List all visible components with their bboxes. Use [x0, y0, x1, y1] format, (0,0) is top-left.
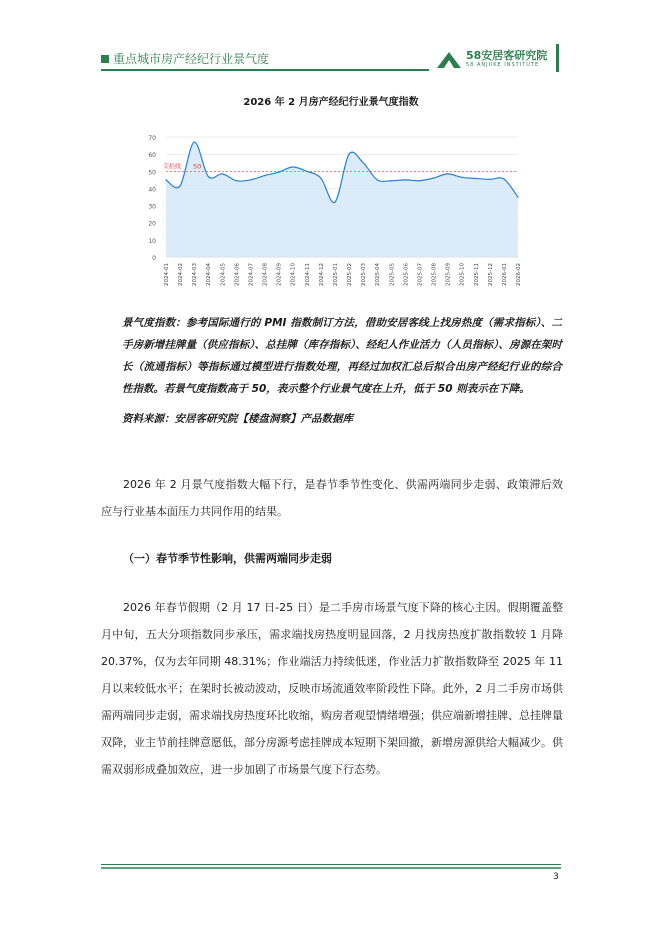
data-point — [179, 185, 180, 186]
source-text: 安居客研究院【楼盘洞察】产品数据库 — [174, 413, 353, 425]
data-point — [264, 175, 265, 176]
source-note — [122, 408, 562, 430]
x-tick-label: 2025-08 — [431, 263, 438, 286]
data-point — [433, 178, 434, 179]
x-tick-label: 2024-06 — [234, 263, 241, 286]
y-tick-label: 50 — [148, 169, 156, 177]
data-point — [278, 172, 279, 173]
x-tick-label: 2025-09 — [445, 263, 452, 286]
footer-rule-thick — [101, 867, 561, 869]
header-rule — [101, 69, 429, 71]
data-point — [348, 154, 349, 155]
data-point — [236, 180, 237, 181]
x-tick-label: 2025-06 — [403, 263, 410, 286]
y-tick-label: 60 — [148, 152, 156, 160]
data-point — [377, 179, 378, 180]
reference-label: 荣枯线 — [163, 163, 182, 171]
logo-subtitle: 58 ANJUKE INSTITUTE — [466, 62, 540, 68]
data-point — [461, 177, 462, 178]
data-point — [292, 166, 293, 167]
reference-value: 50 — [193, 162, 202, 171]
header-title: 重点城市房产经纪行业景气度 — [113, 52, 270, 66]
chart-title: 2026 年 2 月房产经纪行业景气度指数 — [243, 97, 419, 108]
x-tick-label: 2024-10 — [290, 263, 297, 286]
x-tick-label: 2025-04 — [375, 263, 382, 286]
data-point — [320, 178, 321, 179]
x-tick-label: 2025-10 — [459, 263, 466, 286]
y-tick-label: 20 — [148, 220, 156, 228]
paragraph-spring-festival: 2026 年春节假期（2 月 17 日-25 日）是二手房市场景气度下降的核心主因。假期覆盖整月中旬，五大分项指数同步承压，需求端找房热度明显回落，2 月找房热度扩散指数较 1 月降 20.37%，仅为去年同期 48.31%；作业端活力持续低迷，作业活力扩散指数降至 2025 年 11 月以来较低水平；在架时长被动波动，反映市场流通效率阶段性下降。此外，2 月二手房市场供需两端同步走弱，需求端找房热度环比收缩，购房者观望情绪增强；供应端新增挂牌、总挂牌量双降，业主节前挂牌意愿低，部分房源考虑挂牌成本短期下架回撤，新增房源供给大幅减少。供需双弱形成叠加效应，进一步加剧了市场景气度下行态势。 — [101, 601, 563, 776]
paragraph-intro: 2026 年 2 月景气度指数大幅下行，是春节季节性变化、供需两端同步走弱、政策滞后效应与行业基本面压力共同作用的结果。 — [101, 478, 563, 518]
data-point — [447, 173, 448, 174]
index-definition-note — [122, 312, 562, 400]
x-tick-label: 2024-08 — [262, 263, 269, 286]
data-point — [503, 178, 504, 179]
y-tick-label: 70 — [148, 135, 156, 142]
logo-name: 58安居客研究院 — [466, 49, 548, 62]
x-tick-label: 2025-02 — [347, 263, 354, 286]
x-tick-label: 2026-01 — [501, 263, 508, 286]
data-point — [391, 180, 392, 181]
data-point — [194, 142, 195, 143]
x-tick-label: 2024-01 — [164, 263, 170, 286]
x-tick-label: 2025-05 — [389, 263, 396, 286]
x-tick-label: 2025-01 — [332, 263, 339, 286]
x-tick-label: 2024-04 — [206, 263, 213, 286]
y-tick-label: 0 — [152, 255, 156, 262]
logo-mark-icon — [437, 52, 461, 68]
data-point — [208, 176, 209, 177]
section-subheading: （一）春节季节性影响，供需两端同步走弱 — [123, 552, 332, 565]
data-point — [165, 179, 166, 180]
data-point — [517, 197, 518, 198]
x-tick-label: 2026-02 — [516, 263, 522, 286]
x-tick-label: 2024-12 — [318, 263, 325, 286]
y-tick-label: 30 — [148, 203, 156, 211]
x-tick-label: 2025-12 — [487, 263, 494, 286]
header-square-icon — [101, 55, 109, 63]
data-point — [222, 173, 223, 174]
note-label: 景气度指数： — [122, 317, 186, 329]
area-fill — [166, 142, 518, 257]
data-point — [489, 179, 490, 180]
x-tick-label: 2025-07 — [417, 263, 424, 286]
x-tick-label: 2024-02 — [178, 263, 185, 286]
y-tick-label: 40 — [148, 186, 156, 194]
data-point — [405, 179, 406, 180]
x-tick-label: 2024-11 — [304, 263, 311, 286]
y-tick-label: 10 — [148, 237, 156, 245]
data-point — [306, 171, 307, 172]
data-point — [250, 179, 251, 180]
x-tick-label: 2024-09 — [276, 263, 283, 286]
source-label: 资料来源： — [122, 413, 175, 425]
x-tick-label: 2024-03 — [192, 263, 199, 286]
header-accent-bar — [556, 44, 559, 72]
x-tick-label: 2024-07 — [248, 263, 255, 286]
note-text: 参考国际通行的 PMI 指数制订方法，借助安居客线上找房热度（需求指标）、二手房新增挂牌量（供应指标）、总挂牌（库存指标）、经纪人作业活力（人员指标）、房源在架时长（流通指标）等指标通过模型进行指数处理，再经过加权汇总后拟合出房产经纪行业的综合性指数。若景气度指数高于 50，表示整个行业景气度在上升，低于 50 则表示在下降。 — [122, 317, 562, 395]
page-number: 3 — [553, 872, 559, 882]
data-point — [475, 178, 476, 179]
data-point — [419, 180, 420, 181]
data-point — [334, 202, 335, 203]
data-point — [363, 162, 364, 163]
x-tick-label: 2025-03 — [361, 263, 368, 286]
sentiment-index-chart — [140, 125, 530, 305]
footer-rule — [101, 864, 561, 865]
x-tick-label: 2025-11 — [473, 263, 480, 286]
x-tick-label: 2024-05 — [220, 263, 227, 286]
